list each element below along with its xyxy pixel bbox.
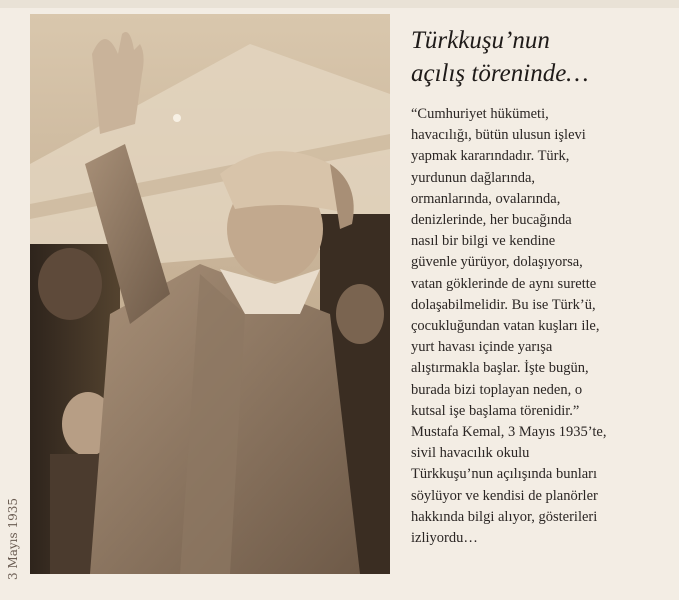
body-line: burada bizi toplayan neden, o <box>411 381 583 398</box>
body-line: havacılığı, bütün ulusun işlevi <box>411 127 586 144</box>
top-edge-strip <box>0 0 679 8</box>
body-line: çocukluğundan vatan kuşları ile, <box>411 318 600 335</box>
body-line: alıştırmakla başlar. İşte bugün, <box>411 360 589 377</box>
archival-photo <box>30 14 390 574</box>
quote-body <box>411 104 673 549</box>
title-line: Türkkuşu’nun <box>411 27 550 54</box>
photo-date-caption: 3 Mayıs 1935 <box>6 497 20 580</box>
body-line: izliyordu… <box>411 530 478 547</box>
body-line: ormanlarında, ovalarında, <box>411 190 561 207</box>
title-line: açılış töreninde… <box>411 60 589 87</box>
body-line: güvenle yürüyor, dolaşıyorsa, <box>411 254 583 271</box>
body-line: kutsal işe başlama törenidir.” <box>411 402 580 419</box>
body-line: denizlerinde, her bucağında <box>411 212 572 229</box>
page-title <box>411 24 671 90</box>
body-line: yapmak kararındadır. Türk, <box>411 148 570 165</box>
body-line: vatan göklerinde de aynı surette <box>411 275 597 292</box>
body-line: nasıl bir bilgi ve kendine <box>411 233 556 250</box>
body-line: yurt havası içinde yarışa <box>411 339 553 356</box>
body-line: Türkkuşu’nun açılışında bunları <box>411 466 598 483</box>
body-line: yurdunun dağlarında, <box>411 169 536 186</box>
body-line: “Cumhuriyet hükümeti, <box>411 106 549 122</box>
body-line: sivil havacılık okulu <box>411 445 530 462</box>
body-line: dolaşabilmelidir. Bu ise Türk’ü, <box>411 296 596 313</box>
body-line: söylüyor ve kendisi de planörler <box>411 487 598 504</box>
body-line: Mustafa Kemal, 3 Mayıs 1935’te, <box>411 424 607 441</box>
body-line: hakkında bilgi alıyor, gösterileri <box>411 508 598 525</box>
photo-illustration <box>30 14 390 574</box>
